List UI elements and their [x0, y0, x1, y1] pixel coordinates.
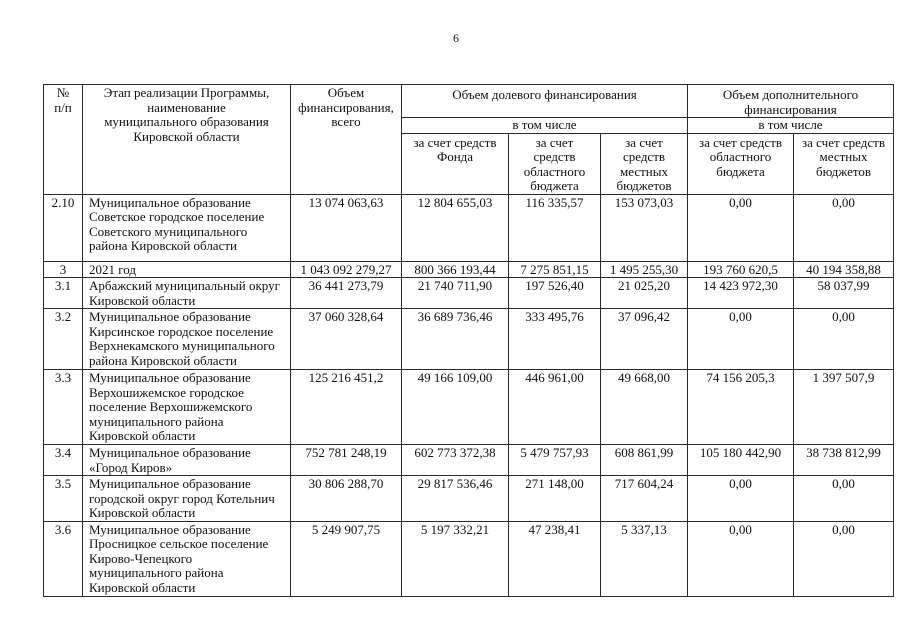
fund-share-cell: 29 817 536,46 [402, 476, 509, 522]
total-financing-cell: 1 043 092 279,27 [291, 261, 402, 278]
table-row [44, 445, 894, 476]
fund-share-cell: 800 366 193,44 [402, 261, 509, 278]
header-additional-regional: за счет средств областного бюджета [688, 133, 794, 194]
fund-share-cell: 602 773 372,38 [402, 445, 509, 476]
local-budget-share-cell: 153 073,03 [601, 194, 688, 261]
additional-regional-budget-cell: 105 180 442,90 [688, 445, 794, 476]
local-budget-share-cell: 608 861,99 [601, 445, 688, 476]
municipality-name-cell: Муниципальное образование Кирсинское городское поселение Верхнекамского муниципального района Кировской области [83, 309, 291, 370]
regional-budget-share-cell: 271 148,00 [509, 476, 601, 522]
header-including-share: в том числе [402, 118, 688, 134]
header-number: № п/п [44, 85, 83, 195]
fund-share-cell: 12 804 655,03 [402, 194, 509, 261]
fund-share-cell: 36 689 736,46 [402, 309, 509, 370]
row-number-cell: 3.2 [44, 309, 83, 370]
total-financing-cell: 37 060 328,64 [291, 309, 402, 370]
additional-local-budget-cell: 1 397 507,9 [794, 370, 894, 445]
financing-table [43, 84, 894, 597]
row-number-cell: 3.3 [44, 370, 83, 445]
additional-regional-budget-cell: 74 156 205,3 [688, 370, 794, 445]
municipality-name-cell: Муниципальное образование городской округ город Котельнич Кировской области [83, 476, 291, 522]
additional-local-budget-cell: 0,00 [794, 309, 894, 370]
additional-local-budget-cell: 58 037,99 [794, 278, 894, 309]
municipality-name-cell: Муниципальное образование Просницкое сельское поселение Кирово-Чепецкого муниципального района Кировской области [83, 521, 291, 596]
header-share-local: за счет средств местных бюджетов [601, 133, 688, 194]
row-number-cell: 3.5 [44, 476, 83, 522]
local-budget-share-cell: 21 025,20 [601, 278, 688, 309]
additional-regional-budget-cell: 14 423 972,30 [688, 278, 794, 309]
table-header-row [44, 85, 894, 118]
additional-local-budget-cell: 38 738 812,99 [794, 445, 894, 476]
total-financing-cell: 36 441 273,79 [291, 278, 402, 309]
additional-regional-budget-cell: 0,00 [688, 476, 794, 522]
row-number-cell: 3 [44, 261, 83, 278]
header-share-financing-group: Объем долевого финансирования [402, 85, 688, 118]
header-additional-local: за счет средств местных бюджетов [794, 133, 894, 194]
fund-share-cell: 5 197 332,21 [402, 521, 509, 596]
fund-share-cell: 49 166 109,00 [402, 370, 509, 445]
regional-budget-share-cell: 446 961,00 [509, 370, 601, 445]
total-financing-cell: 125 216 451,2 [291, 370, 402, 445]
regional-budget-share-cell: 5 479 757,93 [509, 445, 601, 476]
regional-budget-share-cell: 47 238,41 [509, 521, 601, 596]
table-row [44, 278, 894, 309]
additional-regional-budget-cell: 0,00 [688, 194, 794, 261]
regional-budget-share-cell: 116 335,57 [509, 194, 601, 261]
table-row [44, 521, 894, 596]
local-budget-share-cell: 37 096,42 [601, 309, 688, 370]
header-additional-financing-group: Объем дополнительного финансирования [688, 85, 894, 118]
total-financing-cell: 13 074 063,63 [291, 194, 402, 261]
regional-budget-share-cell: 333 495,76 [509, 309, 601, 370]
row-number-cell: 3.6 [44, 521, 83, 596]
additional-local-budget-cell: 0,00 [794, 521, 894, 596]
row-number-cell: 3.4 [44, 445, 83, 476]
municipality-name-cell: Арбажский муниципальный округ Кировской области [83, 278, 291, 309]
table-row [44, 309, 894, 370]
local-budget-share-cell: 49 668,00 [601, 370, 688, 445]
header-total-financing: Объем финансирования, всего [291, 85, 402, 195]
municipality-name-cell: 2021 год [83, 261, 291, 278]
row-number-cell: 3.1 [44, 278, 83, 309]
row-number-cell: 2.10 [44, 194, 83, 261]
local-budget-share-cell: 717 604,24 [601, 476, 688, 522]
municipality-name-cell: Муниципальное образование Верхошижемское городское поселение Верхошижемского муниципального района Кировской области [83, 370, 291, 445]
header-share-fund: за счет средств Фонда [402, 133, 509, 194]
regional-budget-share-cell: 7 275 851,15 [509, 261, 601, 278]
table-row [44, 476, 894, 522]
additional-regional-budget-cell: 193 760 620,5 [688, 261, 794, 278]
header-stage-name: Этап реализации Программы, наименование муниципального образования Кировской области [83, 85, 291, 195]
table-row [44, 261, 894, 278]
total-financing-cell: 30 806 288,70 [291, 476, 402, 522]
page-number: 6 [453, 31, 459, 45]
fund-share-cell: 21 740 711,90 [402, 278, 509, 309]
table-row [44, 194, 894, 261]
total-financing-cell: 752 781 248,19 [291, 445, 402, 476]
municipality-name-cell: Муниципальное образование Советское городское поселение Советского муниципального района Кировской области [83, 194, 291, 261]
additional-regional-budget-cell: 0,00 [688, 309, 794, 370]
header-including-additional: в том числе [688, 118, 894, 134]
header-share-regional: за счет средств областного бюджета [509, 133, 601, 194]
additional-local-budget-cell: 40 194 358,88 [794, 261, 894, 278]
municipality-name-cell: Муниципальное образование «Город Киров» [83, 445, 291, 476]
additional-local-budget-cell: 0,00 [794, 194, 894, 261]
regional-budget-share-cell: 197 526,40 [509, 278, 601, 309]
local-budget-share-cell: 5 337,13 [601, 521, 688, 596]
total-financing-cell: 5 249 907,75 [291, 521, 402, 596]
table-row [44, 370, 894, 445]
additional-regional-budget-cell: 0,00 [688, 521, 794, 596]
local-budget-share-cell: 1 495 255,30 [601, 261, 688, 278]
additional-local-budget-cell: 0,00 [794, 476, 894, 522]
